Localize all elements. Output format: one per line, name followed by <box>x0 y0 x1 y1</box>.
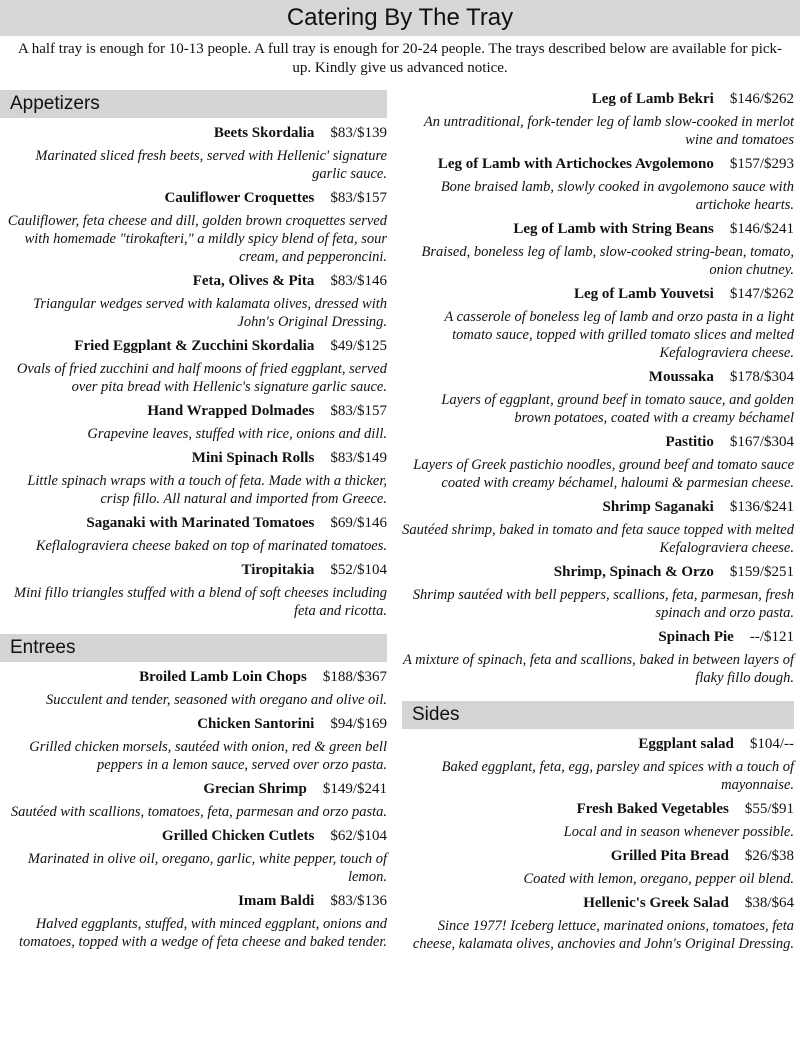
left-column <box>0 90 387 965</box>
menu-item-description: Keflalograviera cheese baked on top of marinated tomatoes. <box>35 538 387 554</box>
menu-item-description: Since 1977! Iceberg lettuce, marinated onions, tomatoes, feta cheese, kalamata olives, anchovies and John's Original Dressing. <box>412 918 794 952</box>
menu-item-header <box>0 561 387 580</box>
menu-item <box>0 780 387 821</box>
menu-item-name: Grecian Shrimp <box>203 781 307 797</box>
menu-item-name: Mini Spinach Rolls <box>191 450 315 466</box>
menu-item-price: $146/$262 <box>729 91 794 107</box>
menu-item <box>0 124 387 183</box>
menu-item-name: Fresh Baked Vegetables <box>576 801 729 817</box>
menu-item-header <box>0 124 387 143</box>
menu-item <box>0 402 387 443</box>
menu-item-price: $49/$125 <box>330 338 387 354</box>
menu-item-name: Moussaka <box>648 369 714 385</box>
menu-item-header <box>0 402 387 421</box>
menu-item-description: Bone braised lamb, slowly cooked in avgolemono sauce with artichoke hearts. <box>440 179 794 213</box>
menu-item <box>402 368 794 427</box>
menu-item-name: Grilled Pita Bread <box>610 848 729 864</box>
menu-item-description: Local and in season whenever possible. <box>563 824 794 840</box>
menu-item-price: $62/$104 <box>330 828 387 844</box>
menu-item-header <box>402 433 794 452</box>
menu-item-header <box>0 827 387 846</box>
menu-item-name: Feta, Olives & Pita <box>192 273 315 289</box>
menu-item-name: Leg of Lamb Bekri <box>591 91 714 107</box>
menu-item-price: $159/$251 <box>729 564 794 580</box>
menu-item <box>402 155 794 214</box>
menu-item-name: Eggplant salad <box>638 736 734 752</box>
menu-item-price: $94/$169 <box>330 716 387 732</box>
menu-item-price: $69/$146 <box>330 515 387 531</box>
menu-item <box>402 563 794 622</box>
menu-item-name: Beets Skordalia <box>213 125 315 141</box>
menu-item <box>402 847 794 888</box>
menu-item-header <box>402 628 794 647</box>
section-heading-appetizers: Appetizers <box>0 90 387 118</box>
menu-item-price: $83/$139 <box>330 125 387 141</box>
menu-item-name: Shrimp, Spinach & Orzo <box>553 564 714 580</box>
menu-item-price: $83/$149 <box>330 450 387 466</box>
menu-item-header <box>402 847 794 866</box>
section-heading-sides: Sides <box>402 701 794 729</box>
menu-item-description: Grilled chicken morsels, sautéed with onion, red & green bell peppers in a lemon sauce, served over orzo pasta. <box>29 739 387 773</box>
menu-item-name: Shrimp Saganaki <box>602 499 714 515</box>
menu-item <box>0 189 387 266</box>
menu-item-description: Marinated in olive oil, oregano, garlic, white pepper, touch of lemon. <box>27 851 387 885</box>
menu-item-header <box>402 155 794 174</box>
menu-item-price: $83/$146 <box>330 273 387 289</box>
menu-item-name: Imam Baldi <box>238 893 315 909</box>
menu-item-description: Layers of eggplant, ground beef in tomato sauce, and golden brown potatoes, coated with a creamy béchamel <box>441 392 794 426</box>
menu-item <box>0 668 387 709</box>
menu-item <box>402 285 794 362</box>
menu-item-price: $167/$304 <box>729 434 794 450</box>
menu-item-header <box>402 800 794 819</box>
menu-item-name: Hellenic's Greek Salad <box>583 895 729 911</box>
menu-item-name: Spinach Pie <box>658 629 734 645</box>
intro-text: A half tray is enough for 10-13 people. A full tray is enough for 20-24 people. The trays described below are available for pick-up. Kindly give us advanced notice. <box>17 41 783 76</box>
menu-item-header <box>402 285 794 304</box>
entrees-list-left <box>0 668 387 951</box>
menu-item-price: --/$121 <box>749 629 794 645</box>
menu-item-name: Grilled Chicken Cutlets <box>161 828 315 844</box>
menu-item-price: $147/$262 <box>729 286 794 302</box>
menu-item-header <box>402 735 794 754</box>
section-heading-entrees: Entrees <box>0 634 387 662</box>
menu-item <box>0 892 387 951</box>
menu-item-header <box>402 894 794 913</box>
menu-item-description: Grapevine leaves, stuffed with rice, onions and dill. <box>87 426 387 442</box>
menu-item <box>0 827 387 886</box>
menu-item-price: $26/$38 <box>744 848 794 864</box>
menu-item-description: Coated with lemon, oregano, pepper oil blend. <box>523 871 794 887</box>
menu-item-description: Braised, boneless leg of lamb, slow-cooked string-bean, tomato, onion chutney. <box>421 244 794 278</box>
entrees-section <box>0 634 387 951</box>
menu-item-name: Fried Eggplant & Zucchini Skordalia <box>74 338 315 354</box>
menu-item-price: $55/$91 <box>744 801 794 817</box>
menu-item-description: Succulent and tender, seasoned with oregano and olive oil. <box>46 692 387 708</box>
menu-item-header <box>402 90 794 109</box>
menu-item-name: Hand Wrapped Dolmades <box>147 403 315 419</box>
menu-item <box>402 220 794 279</box>
appetizers-list <box>0 124 387 620</box>
menu-item <box>402 433 794 492</box>
sides-list <box>402 735 794 953</box>
menu-item-price: $146/$241 <box>729 221 794 237</box>
menu-item <box>402 90 794 149</box>
menu-item-name: Pastitio <box>665 434 714 450</box>
menu-item-name: Leg of Lamb Youvetsi <box>573 286 714 302</box>
menu-item-description: Triangular wedges served with kalamata olives, dressed with John's Original Dressing. <box>33 296 387 330</box>
appetizers-section <box>0 90 387 620</box>
menu-item <box>0 561 387 620</box>
menu-item-header <box>0 514 387 533</box>
title-bar <box>0 0 800 36</box>
menu-item <box>0 272 387 331</box>
menu-item-name: Broiled Lamb Loin Chops <box>139 669 307 685</box>
menu-item-price: $157/$293 <box>729 156 794 172</box>
menu-item-price: $83/$157 <box>330 190 387 206</box>
menu-item-description: Baked eggplant, feta, egg, parsley and spices with a touch of mayonnaise. <box>441 759 794 793</box>
menu-item-header <box>402 563 794 582</box>
menu-item-description: Halved eggplants, stuffed, with minced eggplant, onions and tomatoes, topped with a wedge of feta cheese and baked tender. <box>18 916 387 950</box>
menu-item <box>402 498 794 557</box>
menu-item-header <box>402 368 794 387</box>
menu-item-header <box>0 715 387 734</box>
entrees-continued-section <box>402 90 794 687</box>
menu-item <box>402 628 794 687</box>
menu-item <box>402 894 794 953</box>
menu-item-header <box>0 780 387 799</box>
menu-item-name: Leg of Lamb with Artichockes Avgolemono <box>437 156 714 172</box>
menu-item-header <box>0 668 387 687</box>
menu-item-price: $149/$241 <box>322 781 387 797</box>
menu-item <box>0 715 387 774</box>
menu-item-description: An untraditional, fork-tender leg of lamb slow-cooked in merlot wine and tomatoes <box>423 114 794 148</box>
menu-item-header <box>0 272 387 291</box>
page-title: Catering By The Tray <box>286 4 514 31</box>
entrees-list-right <box>402 90 794 687</box>
menu-item-description: Sautéed shrimp, baked in tomato and feta sauce topped with melted Kefalograviera cheese. <box>402 522 794 556</box>
menu-item-price: $38/$64 <box>744 895 794 911</box>
menu-item <box>402 800 794 841</box>
menu-item-name: Leg of Lamb with String Beans <box>513 221 714 237</box>
menu-item-description: Marinated sliced fresh beets, served with Hellenic' signature garlic sauce. <box>35 148 387 182</box>
menu-item-header <box>0 892 387 911</box>
menu-item-header <box>402 220 794 239</box>
menu-item-price: $83/$157 <box>330 403 387 419</box>
menu-item-name: Cauliflower Croquettes <box>164 190 315 206</box>
menu-item-header <box>0 337 387 356</box>
menu-item-description: A mixture of spinach, feta and scallions, baked in between layers of flaky fillo dough. <box>402 652 794 686</box>
menu-item-name: Tiropitakia <box>241 562 315 578</box>
menu-item-price: $52/$104 <box>330 562 387 578</box>
menu-item-price: $104/-- <box>749 736 794 752</box>
menu-item-description: A casserole of boneless leg of lamb and orzo pasta in a light tomato sauce, topped with grilled tomato slices and melted Kefalograviera cheese. <box>444 309 794 361</box>
menu-item-description: Mini fillo triangles stuffed with a blend of soft cheeses including feta and ricotta. <box>14 585 387 619</box>
menu-item-name: Chicken Santorini <box>197 716 315 732</box>
menu-item-name: Saganaki with Marinated Tomatoes <box>86 515 315 531</box>
menu-item-header <box>0 449 387 468</box>
sides-section <box>402 701 794 953</box>
menu-item <box>0 337 387 396</box>
menu-item-price: $178/$304 <box>729 369 794 385</box>
menu-item-description: Little spinach wraps with a touch of feta. Made with a thicker, crisp fillo. All natural and imported from Greece. <box>27 473 387 507</box>
menu-item-description: Layers of Greek pastichio noodles, ground beef and tomato sauce coated with creamy béchamel, haloumi & parmesian cheese. <box>413 457 794 491</box>
right-column <box>402 90 794 967</box>
menu-item-description: Shrimp sautéed with bell peppers, scallions, feta, parmesan, fresh spinach and orzo pasta. <box>412 587 794 621</box>
menu-item-description: Sautéed with scallions, tomatoes, feta, parmesan and orzo pasta. <box>10 804 387 820</box>
menu-item <box>0 514 387 555</box>
menu-item <box>0 449 387 508</box>
menu-item-price: $83/$136 <box>330 893 387 909</box>
menu-item-header <box>0 189 387 208</box>
menu-item-header <box>402 498 794 517</box>
menu-item-description: Cauliflower, feta cheese and dill, golden brown croquettes served with homemade "tirokafteri," a mildly spicy blend of feta, sour cream, and pepperoncini. <box>7 213 387 265</box>
menu-item <box>402 735 794 794</box>
menu-item-price: $188/$367 <box>322 669 387 685</box>
menu-item-price: $136/$241 <box>729 499 794 515</box>
menu-item-description: Ovals of fried zucchini and half moons of fried eggplant, served over pita bread with Hellenic's signature garlic sauce. <box>16 361 387 395</box>
